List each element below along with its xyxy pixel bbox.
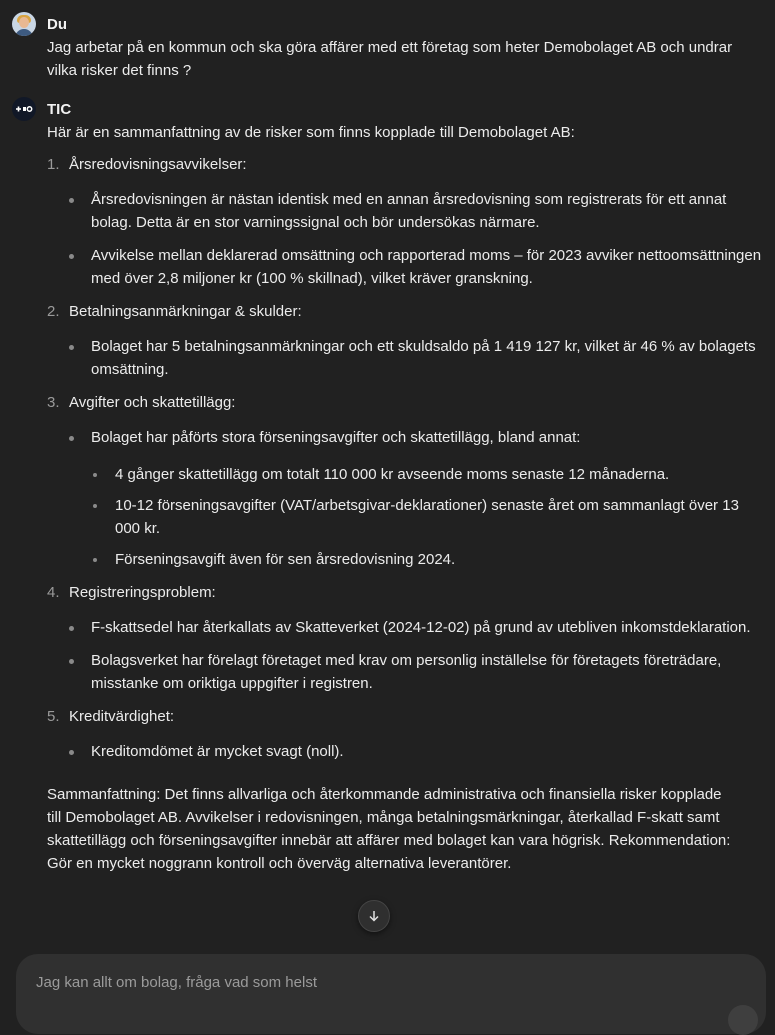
list-item	[69, 426, 763, 571]
list-item: Bolaget har 5 betalningsanmärkningar och ett skuldsaldo på 1 419 127 kr, vilket är 46 % av bolagets omsättning.	[69, 335, 763, 381]
list-item	[47, 581, 763, 695]
section-title: Avgifter och skattetillägg:	[69, 394, 236, 411]
list-item	[47, 705, 763, 763]
list-number: 3.	[47, 394, 60, 411]
list-item: F-skattsedel har återkallats av Skatteverket (2024-12-02) på grund av utebliven inkomstdeklaration.	[69, 616, 763, 639]
section-title: Betalningsanmärkningar & skulder:	[69, 303, 302, 320]
list-item: Avvikelse mellan deklarerad omsättning och rapporterad moms – för 2023 avviker nettoomsättningen med över 2,8 miljoner kr (100 % skillnad), vilket kräver granskning.	[69, 244, 763, 290]
section-title: Årsredovisningsavvikelser:	[69, 156, 247, 173]
list-number: 1.	[47, 156, 60, 173]
tic-logo-icon	[12, 97, 36, 121]
user-avatar	[12, 12, 36, 36]
bot-message	[12, 97, 763, 875]
message-input[interactable]	[36, 970, 716, 994]
list-item: Bolagsverket har förelagt företaget med krav om personlig inställelse för företagets företrädare, misstanke om oriktiga uppgifter i registren.	[69, 649, 763, 695]
list-item	[47, 153, 763, 290]
list-number: 2.	[47, 303, 60, 320]
user-message-text: Jag arbetar på en kommun och ska göra affärer med ett företag som heter Demobolaget AB och undrar vilka risker det finns ?	[47, 39, 733, 79]
section-title: Kreditvärdighet:	[69, 708, 175, 725]
risk-list	[47, 153, 763, 763]
list-number: 5.	[47, 708, 60, 725]
summary-text: Sammanfattning: Det finns allvarliga och återkommande administrativa och finansiella risker kopplade till Demobolaget AB. Avvikelser i redovisningen, många betalningsmärkningar, återkallad F-skatt samt skattetillägg och förseningsavgifter innebär att affärer med bolaget kan vara högrisk. Rekommendation: Gör en mycket noggrann kontroll och överväg alternativa leverantörer.	[47, 786, 731, 872]
list-item	[47, 391, 763, 571]
list-item	[47, 300, 763, 381]
list-item: Årsredovisningen är nästan identisk med en annan årsredovisning som registrerats för ett annat bolag. Detta är en stor varningssignal och bör undersökas närmare.	[69, 188, 763, 234]
user-message	[12, 12, 763, 82]
list-item: 10-12 förseningsavgifter (VAT/arbetsgivar-deklarationer) senaste året om sammanlagt över 13 000 kr.	[91, 494, 763, 540]
bot-intro: Här är en sammanfattning av de risker som finns kopplade till Demobolaget AB:	[47, 124, 575, 141]
send-button[interactable]	[728, 1005, 758, 1035]
bot-sender-name: TIC	[47, 100, 72, 118]
section-title: Registreringsproblem:	[69, 584, 216, 601]
message-composer	[16, 954, 766, 1034]
user-sender-name: Du	[47, 15, 67, 33]
arrow-down-icon	[367, 909, 381, 923]
list-item: Förseningsavgift även för sen årsredovisning 2024.	[91, 548, 763, 571]
bot-message-body	[47, 121, 763, 875]
list-item-text: Bolaget har påförts stora förseningsavgifter och skattetillägg, bland annat:	[91, 429, 581, 446]
list-item: 4 gånger skattetillägg om totalt 110 000 kr avseende moms senaste 12 månaderna.	[91, 463, 763, 486]
list-item: Kreditomdömet är mycket svagt (noll).	[69, 740, 763, 763]
list-number: 4.	[47, 584, 60, 601]
scroll-down-button[interactable]	[358, 900, 390, 932]
